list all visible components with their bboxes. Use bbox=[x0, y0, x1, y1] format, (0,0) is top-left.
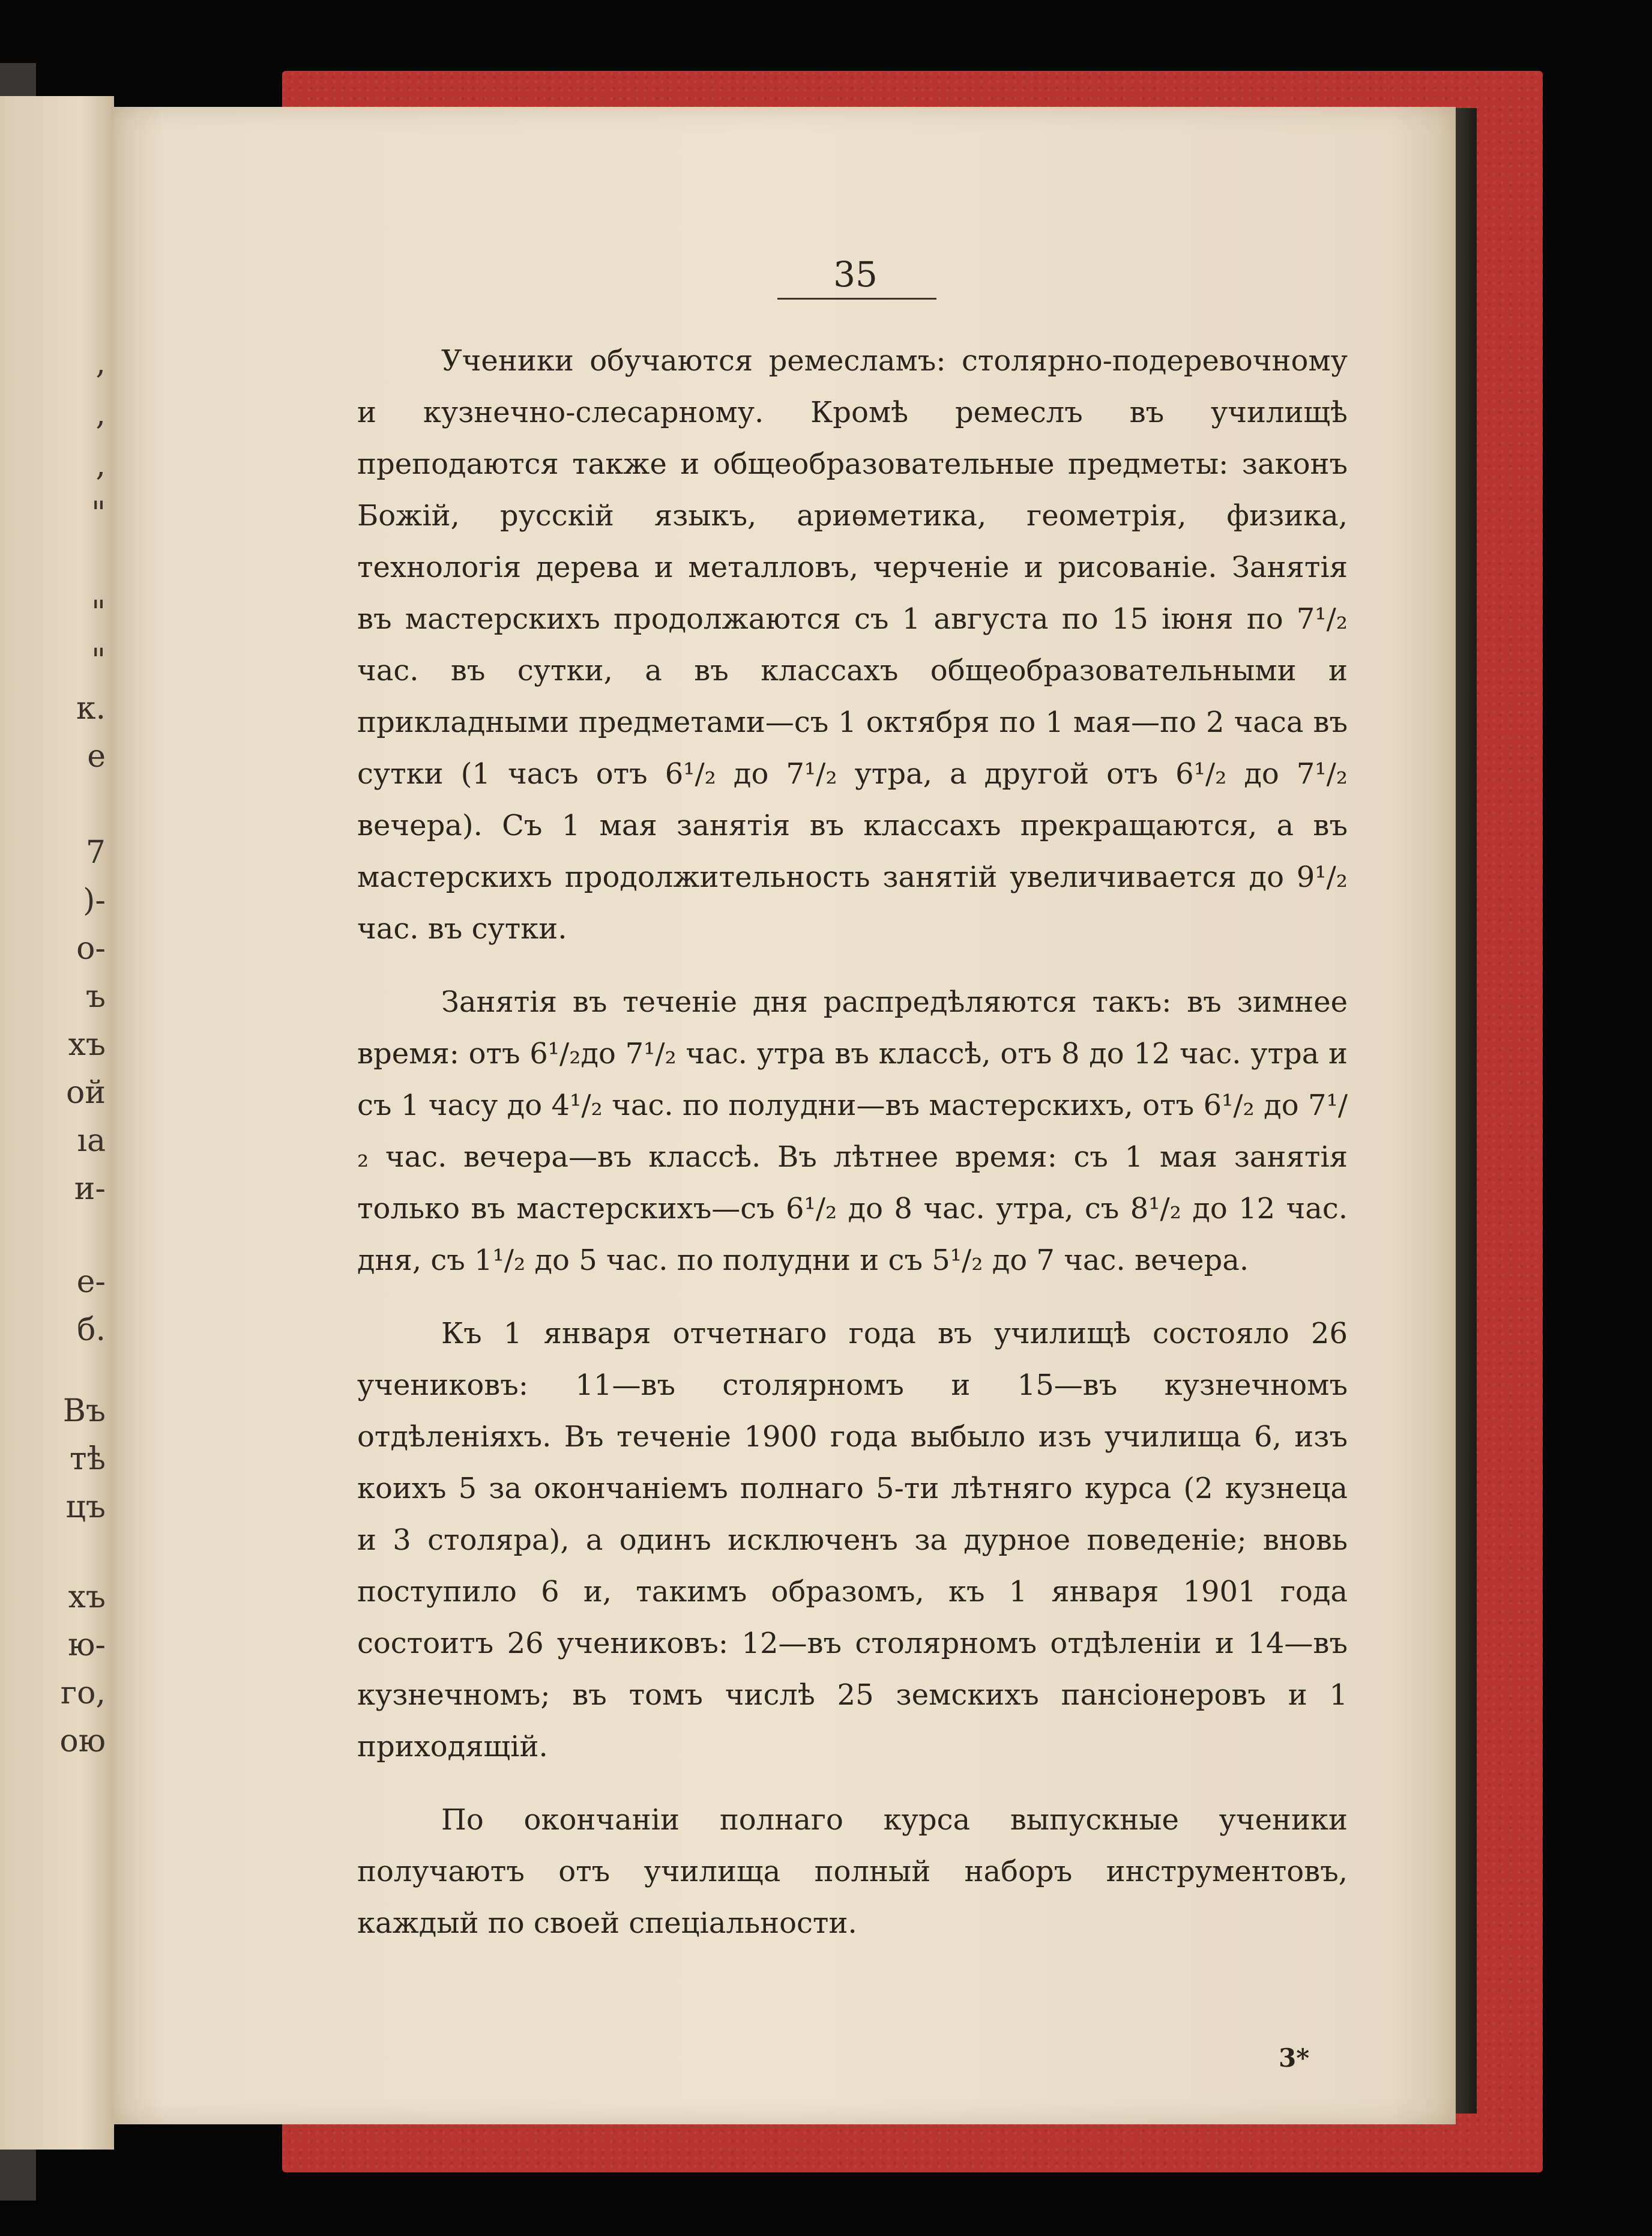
book-page bbox=[111, 107, 1456, 2124]
paragraph: Занятія въ теченіе дня распредѣляются такъ: въ зимнее время: отъ 6¹/₂до 7¹/₂ час. утра въ классѣ, отъ 8 до 12 час. утра и съ 1 часу до 4¹/₂ час. по полудни—въ мастерскихъ, отъ 6¹/₂ до 7¹/₂ час. вечера—въ классѣ. Въ лѣтнее время: съ 1 мая занятія только въ мастерскихъ—съ 6¹/₂ до 8 час. утра, съ 8¹/₂ до 12 час. дня, съ 1¹/₂ до 5 час. по полудни и съ 5¹/₂ до 7 час. вечера. bbox=[357, 985, 1348, 1277]
left-fragment: , bbox=[95, 396, 106, 432]
page-number: 35 bbox=[833, 254, 878, 295]
left-fragment: к. bbox=[76, 690, 106, 727]
paragraph: Ученики обучаются ремесламъ: столярно-подеревочному и кузнечно-слесарному. Кромѣ ремеслъ въ училищѣ преподаются также и общеобразовательные предметы: законъ Божій, русскій языкъ, ариѳметика, геометрія, физика, технологія дерева и металловъ, черченіе и рисованіе. Занятія въ мастерскихъ продолжаются съ 1 августа по 15 іюня по 7¹/₂ час. въ сутки, а въ классахъ общеобразовательными и прикладными предметами—съ 1 октября по 1 мая—по 2 часа въ сутки (1 часъ отъ 6¹/₂ до 7¹/₂ утра, а другой отъ 6¹/₂ до 7¹/₂ вечера). Съ 1 мая занятія въ классахъ прекращаются, а въ мастерскихъ продолжительность занятій увеличивается до 9¹/₂ час. въ сутки. bbox=[357, 344, 1348, 946]
left-fragment: тѣ bbox=[69, 1441, 106, 1477]
left-fragment: " bbox=[91, 594, 106, 630]
left-fragment: хъ bbox=[68, 1579, 106, 1615]
left-fragment: ою bbox=[59, 1723, 106, 1759]
body-text bbox=[357, 335, 1348, 1971]
left-fragment: " bbox=[91, 495, 106, 531]
left-fragment: Въ bbox=[62, 1393, 106, 1429]
left-fragment: " bbox=[91, 642, 106, 678]
left-fragment: )- bbox=[83, 883, 106, 919]
left-fragment: ю- bbox=[68, 1627, 106, 1663]
paragraph: По окончаніи полнаго курса выпускные ученики получаютъ отъ училища полный наборъ инструментовъ, каждый по своей спеціальности. bbox=[357, 1803, 1348, 1940]
paragraph: Къ 1 января отчетнаго года въ училищѣ состояло 26 учениковъ: 11—въ столярномъ и 15—въ кузнечномъ отдѣленіяхъ. Въ теченіе 1900 года выбыло изъ училища 6, изъ коихъ 5 за окончаніемъ полнаго 5-ти лѣтняго курса (2 кузнеца и 3 столяра), а одинъ исключенъ за дурное поведеніе; вновь поступило 6 и, такимъ образомъ, къ 1 января 1901 года состоитъ 26 учениковъ: 12—въ столярномъ отдѣленіи и 14—въ кузнечномъ; въ томъ числѣ 25 земскихъ пансіонеровъ и 1 приходящій. bbox=[357, 1317, 1348, 1763]
page-number-rule bbox=[777, 298, 936, 300]
left-fragment: ъ bbox=[85, 979, 106, 1015]
signature-mark: 3* bbox=[1279, 2043, 1310, 2073]
left-fragment: е- bbox=[76, 1264, 106, 1300]
left-page bbox=[0, 96, 114, 2150]
left-fragment: ой bbox=[66, 1075, 106, 1111]
left-fragment: и- bbox=[74, 1171, 106, 1207]
left-fragment: хъ bbox=[68, 1027, 106, 1063]
left-fragment: е bbox=[87, 739, 106, 775]
left-fragment: ıa bbox=[77, 1123, 106, 1159]
left-fragment: го, bbox=[60, 1675, 106, 1711]
left-fragment: 7 bbox=[85, 835, 106, 871]
left-fragment: б. bbox=[77, 1312, 106, 1348]
left-fragment: о- bbox=[76, 931, 106, 967]
left-fragment: цъ bbox=[65, 1489, 106, 1525]
left-fragment: , bbox=[95, 345, 106, 381]
left-fragment: , bbox=[95, 447, 106, 483]
